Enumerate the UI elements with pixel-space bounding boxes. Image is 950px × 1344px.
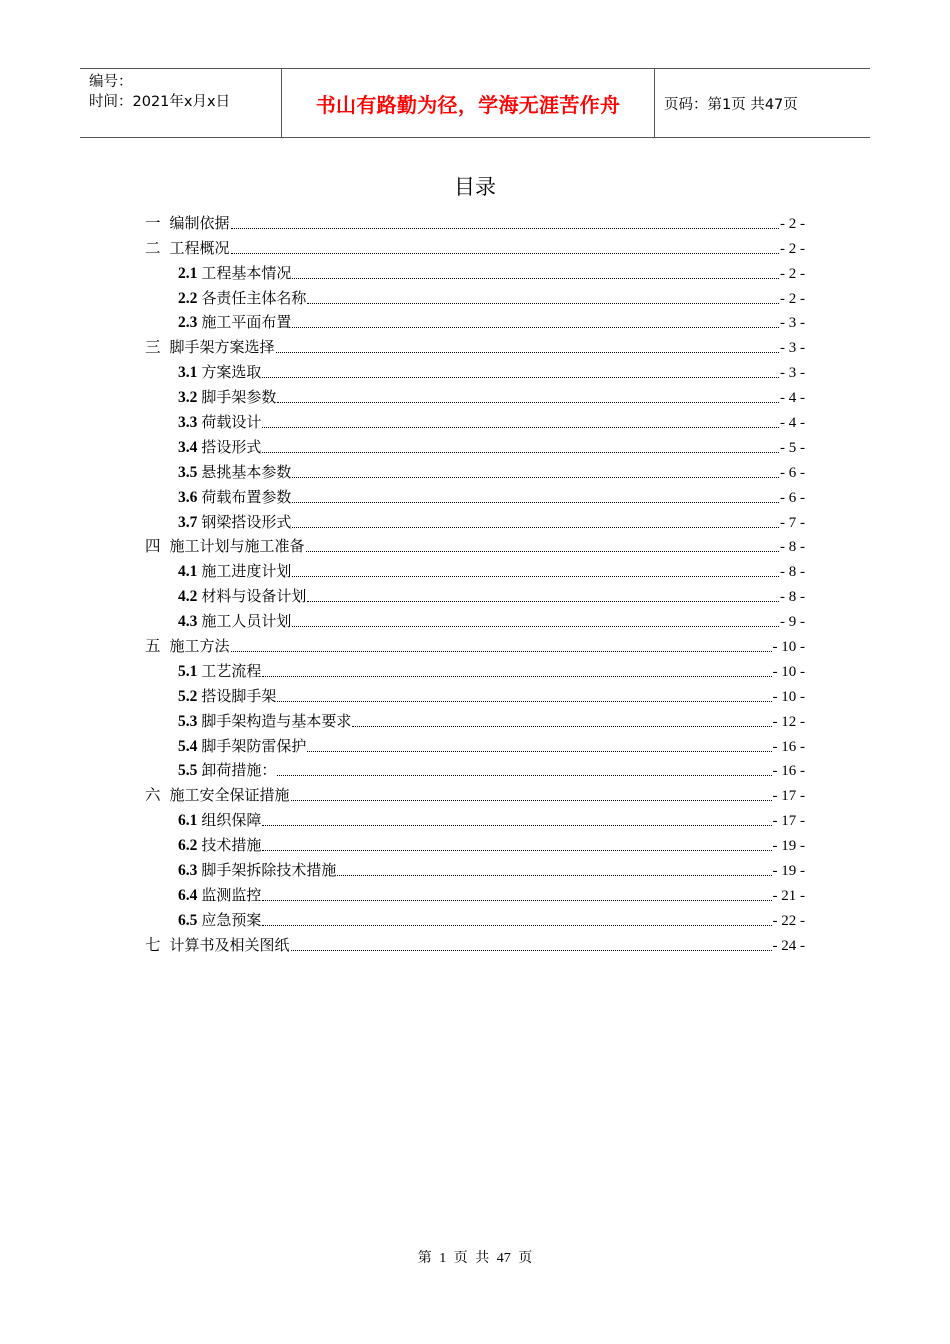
toc-entry-number: 2.1 <box>178 264 198 282</box>
toc-entry-number: 3.3 <box>178 414 198 432</box>
toc-dot-leader <box>307 303 779 304</box>
toc-dot-leader <box>292 327 779 328</box>
toc-entry[interactable] <box>145 780 805 805</box>
toc-entry[interactable] <box>145 532 805 557</box>
toc-entry[interactable] <box>145 332 805 357</box>
toc-entry-title: 工程概况 <box>169 238 230 257</box>
toc-dot-leader <box>307 751 771 752</box>
toc-entry-title: 荷载设计 <box>201 413 262 432</box>
toc-entry-title: 施工计划与施工准备 <box>169 537 305 556</box>
toc-entry-title: 工程基本情况 <box>201 263 292 282</box>
toc-entry[interactable] <box>145 507 805 532</box>
toc-entry[interactable] <box>145 357 805 382</box>
toc-entry-page: - 6 - <box>780 489 805 506</box>
toc-entry[interactable] <box>145 457 805 482</box>
toc-dot-leader <box>292 626 779 627</box>
toc-dot-leader <box>262 452 779 453</box>
toc-entry-number: 3.6 <box>178 488 198 506</box>
toc-entry-title: 脚手架防雷保护 <box>201 736 307 755</box>
toc-dot-leader <box>262 900 771 901</box>
header-page-info: 页码：第1页 共47页 <box>664 96 798 113</box>
toc-entry-title: 钢梁搭设形式 <box>201 512 292 531</box>
toc-entry-number: 3.2 <box>178 389 198 407</box>
toc-entry-page: - 21 - <box>772 887 805 904</box>
toc-dot-leader <box>277 775 771 776</box>
toc-dot-leader <box>307 601 779 602</box>
toc-entry-number: 4.3 <box>178 613 198 631</box>
toc-entry-title: 施工平面布置 <box>201 313 292 332</box>
page-header <box>80 68 870 138</box>
toc-entry-number: 六 <box>145 786 161 805</box>
toc-entry-number: 三 <box>145 338 161 357</box>
toc-entry[interactable] <box>145 208 805 233</box>
toc-entry[interactable] <box>145 233 805 258</box>
toc-dot-leader <box>292 576 779 577</box>
toc-entry-number: 5.3 <box>178 712 198 730</box>
toc-entry-page: - 3 - <box>780 340 805 357</box>
toc-entry-page: - 2 - <box>780 265 805 282</box>
toc-entry-page: - 16 - <box>772 738 805 755</box>
toc-entry-page: - 8 - <box>780 589 805 606</box>
page-footer: 第 1 页 共 47 页 <box>417 1251 533 1266</box>
toc-dot-leader <box>291 800 772 801</box>
toc-entry-title: 脚手架构造与基本要求 <box>201 711 352 730</box>
toc-entry-page: - 22 - <box>772 912 805 929</box>
toc-entry-number: 2.2 <box>178 289 198 307</box>
toc-entry-number: 3.4 <box>178 438 198 456</box>
toc-entry-page: - 3 - <box>780 365 805 382</box>
toc-dot-leader <box>277 701 771 702</box>
toc-entry[interactable] <box>145 382 805 407</box>
toc-dot-leader <box>231 228 779 229</box>
toc-entry-page: - 4 - <box>780 390 805 407</box>
toc-entry-title: 应急预案 <box>201 910 262 929</box>
toc-entry-title: 方案选取 <box>201 363 262 382</box>
toc-dot-leader <box>291 950 772 951</box>
toc-entry[interactable] <box>145 606 805 631</box>
toc-entry-title: 脚手架参数 <box>201 388 277 407</box>
table-of-contents <box>145 208 805 955</box>
toc-entry-page: - 5 - <box>780 439 805 456</box>
toc-entry[interactable] <box>145 880 805 905</box>
toc-dot-leader <box>262 825 771 826</box>
toc-entry[interactable] <box>145 805 805 830</box>
toc-entry-number: 3.5 <box>178 463 198 481</box>
toc-dot-leader <box>337 875 771 876</box>
toc-dot-leader <box>292 527 779 528</box>
toc-entry-number: 二 <box>145 238 161 257</box>
toc-entry-title: 荷载布置参数 <box>201 487 292 506</box>
toc-entry-title: 脚手架方案选择 <box>169 338 275 357</box>
toc-dot-leader <box>276 352 779 353</box>
toc-entry-number: 五 <box>145 637 161 656</box>
toc-entry-number: 6.4 <box>178 886 198 904</box>
toc-title: 目录 <box>454 175 496 199</box>
toc-entry-title: 工艺流程 <box>201 661 262 680</box>
toc-entry[interactable] <box>145 407 805 432</box>
toc-entry-page: - 12 - <box>772 713 805 730</box>
toc-entry[interactable] <box>145 681 805 706</box>
toc-entry-number: 2.3 <box>178 314 198 332</box>
toc-entry-page: - 16 - <box>772 763 805 780</box>
toc-entry-page: - 9 - <box>780 614 805 631</box>
time-label: 时间：2021年x月x日 <box>89 94 231 110</box>
toc-dot-leader <box>292 278 779 279</box>
toc-entry-page: - 2 - <box>780 215 805 232</box>
toc-entry[interactable] <box>145 482 805 507</box>
toc-entry-title: 搭设形式 <box>201 437 262 456</box>
toc-entry-page: - 8 - <box>780 564 805 581</box>
toc-entry-title: 施工人员计划 <box>201 612 292 631</box>
toc-dot-leader <box>262 850 771 851</box>
toc-entry-title: 计算书及相关图纸 <box>169 935 290 954</box>
toc-entry-number: 四 <box>145 537 161 556</box>
toc-entry-number: 5.1 <box>178 662 198 680</box>
toc-entry-title: 材料与设备计划 <box>201 587 307 606</box>
toc-entry[interactable] <box>145 308 805 333</box>
toc-entry[interactable] <box>145 631 805 656</box>
toc-entry-page: - 10 - <box>772 663 805 680</box>
toc-entry-title: 施工安全保证措施 <box>169 786 290 805</box>
toc-entry-page: - 19 - <box>772 838 805 855</box>
toc-entry[interactable] <box>145 706 805 731</box>
toc-entry-number: 6.3 <box>178 862 198 880</box>
toc-entry-page: - 2 - <box>780 240 805 257</box>
toc-entry[interactable] <box>145 930 805 955</box>
toc-entry-title: 施工进度计划 <box>201 562 292 581</box>
toc-entry-page: - 6 - <box>780 464 805 481</box>
toc-entry-page: - 10 - <box>772 639 805 656</box>
toc-entry-title: 卸荷措施： <box>201 761 277 780</box>
toc-entry-number: 5.4 <box>178 737 198 755</box>
toc-entry-page: - 8 - <box>780 539 805 556</box>
toc-dot-leader <box>262 676 771 677</box>
toc-entry-page: - 17 - <box>772 813 805 830</box>
toc-entry-title: 施工方法 <box>169 637 230 656</box>
toc-entry[interactable] <box>145 556 805 581</box>
toc-entry-page: - 24 - <box>772 937 805 954</box>
toc-dot-leader <box>306 551 779 552</box>
toc-dot-leader <box>277 402 779 403</box>
toc-entry-title: 悬挑基本参数 <box>201 462 292 481</box>
toc-entry-number: 4.1 <box>178 563 198 581</box>
toc-entry-title: 脚手架拆除技术措施 <box>201 861 337 880</box>
toc-dot-leader <box>231 651 772 652</box>
toc-entry-number: 一 <box>145 213 161 232</box>
toc-entry-number: 6.1 <box>178 812 198 830</box>
toc-entry[interactable] <box>145 731 805 756</box>
toc-entry-number: 5.2 <box>178 687 198 705</box>
toc-entry-number: 6.2 <box>178 837 198 855</box>
toc-dot-leader <box>262 377 779 378</box>
toc-dot-leader <box>262 925 771 926</box>
header-motto: 书山有路勤为径，学海无涯苦作舟 <box>282 69 655 137</box>
toc-entry[interactable] <box>145 656 805 681</box>
toc-entry-title: 搭设脚手架 <box>201 686 277 705</box>
toc-entry-number: 3.7 <box>178 513 198 531</box>
toc-entry-page: - 19 - <box>772 863 805 880</box>
toc-entry-number: 3.1 <box>178 364 198 382</box>
toc-entry[interactable] <box>145 432 805 457</box>
toc-entry-number: 七 <box>145 935 161 954</box>
header-left-cell <box>80 69 282 137</box>
toc-dot-leader <box>292 477 779 478</box>
toc-entry-number: 5.5 <box>178 762 198 780</box>
toc-entry-page: - 10 - <box>772 688 805 705</box>
toc-entry-title: 编制依据 <box>169 213 230 232</box>
toc-dot-leader <box>262 427 779 428</box>
toc-dot-leader <box>292 502 779 503</box>
toc-entry[interactable] <box>145 905 805 930</box>
toc-entry[interactable] <box>145 581 805 606</box>
toc-entry-title: 监测监控 <box>201 885 262 904</box>
toc-entry-title: 技术措施 <box>201 836 262 855</box>
toc-entry[interactable] <box>145 855 805 880</box>
toc-entry-page: - 4 - <box>780 415 805 432</box>
toc-entry-page: - 17 - <box>772 788 805 805</box>
toc-entry[interactable] <box>145 830 805 855</box>
toc-entry-title: 各责任主体名称 <box>201 288 307 307</box>
toc-dot-leader <box>231 253 779 254</box>
toc-entry-page: - 2 - <box>780 290 805 307</box>
toc-entry-number: 6.5 <box>178 911 198 929</box>
toc-entry[interactable] <box>145 258 805 283</box>
toc-entry[interactable] <box>145 756 805 781</box>
toc-entry-page: - 7 - <box>780 514 805 531</box>
toc-entry[interactable] <box>145 283 805 308</box>
toc-dot-leader <box>352 726 771 727</box>
number-label: 编号： <box>89 74 133 90</box>
toc-entry-number: 4.2 <box>178 588 198 606</box>
toc-entry-title: 组织保障 <box>201 811 262 830</box>
toc-entry-page: - 3 - <box>780 315 805 332</box>
